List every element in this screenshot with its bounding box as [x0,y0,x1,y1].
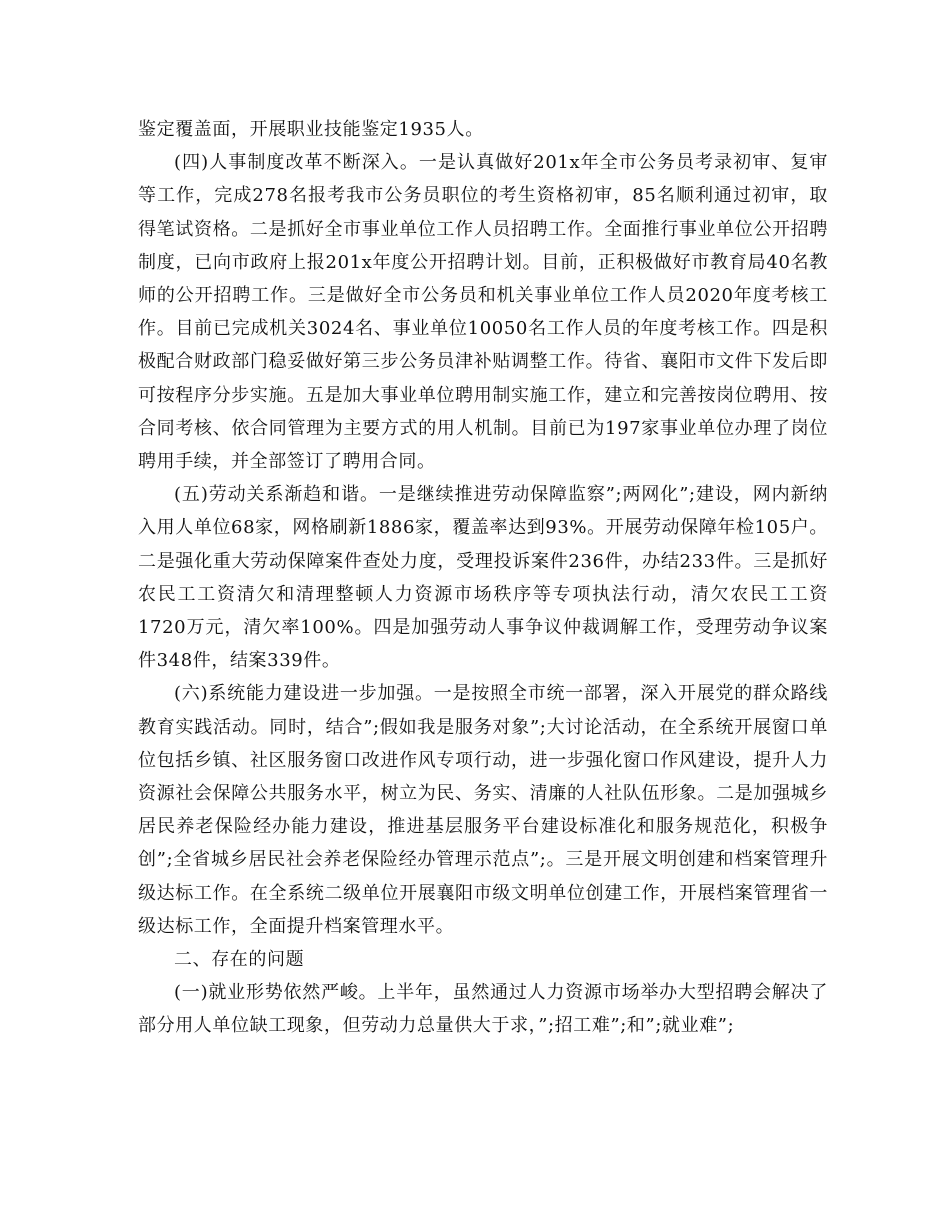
paragraph-3: (五)劳动关系渐趋和谐。一是继续推进劳动保障监察”;两网化”;建设，网内新纳入用人单位68家，网格刷新1886家，覆盖率达到93%。开展劳动保障年检105户。二是强化重大劳动保障案件查处力度，受理投诉案件236件，办结233件。三是抓好农民工工资清欠和清理整顿人力资源市场秩序等专项执法行动，清欠农民工工资1720万元，清欠率100%。四是加强劳动人事争议仲裁调解工作，受理劳动争议案件348件，结案339件。 [138,484,828,672]
paragraph-5: (一)就业形势依然严峻。上半年，虽然通过人力资源市场举办大型招聘会解决了部分用人单位缺工现象，但劳动力总量供大于求，”;招工难”;和”;就业难”; [138,982,828,1037]
document-body [138,113,828,1043]
paragraph-4: (六)系统能力建设进一步加强。一是按照全市统一部署，深入开展党的群众路线教育实践活动。同时，结合”;假如我是服务对象”;大讨论活动，在全系统开展窗口单位包括乡镇、社区服务窗口改进作风专项行动，进一步强化窗口作风建设，提升人力资源社会保障公共服务水平，树立为民、务实、清廉的人社队伍形象。二是加强城乡居民养老保险经办能力建设，推进基层服务平台建设标准化和服务规范化，积极争创”;全省城乡居民社会养老保险经办管理示范点”;。三是开展文明创建和档案管理升级达标工作。在全系统二级单位开展襄阳市级文明单位创建工作，开展档案管理省一级达标工作，全面提升档案管理水平。 [138,683,828,937]
paragraph-1: 鉴定覆盖面，开展职业技能鉴定1935人。 [138,119,484,140]
section-heading: 二、存在的问题 [174,949,305,971]
paragraph-2: (四)人事制度改革不断深入。一是认真做好201x年全市公务员考录初审、复审等工作，完成278名报考我市公务员职位的考生资格初审，85名顺利通过初审，取得笔试资格。二是抓好全市事业单位工作人员招聘工作。全面推行事业单位公开招聘制度，已向市政府上报201x年度公开招聘计划。目前，正积极做好市教育局40名教师的公开招聘工作。三是做好全市公务员和机关事业单位工作人员2020年度考核工作。目前已完成机关3024名、事业单位10050名工作人员的年度考核工作。四是积极配合财政部门稳妥做好第三步公务员津补贴调整工作。待省、襄阳市文件下发后即可按程序分步实施。五是加大事业单位聘用制实施工作，建立和完善按岗位聘用、按合同考核、依合同管理为主要方式的用人机制。目前已为197家事业单位办理了岗位聘用手续，并全部签订了聘用合同。 [138,152,828,473]
